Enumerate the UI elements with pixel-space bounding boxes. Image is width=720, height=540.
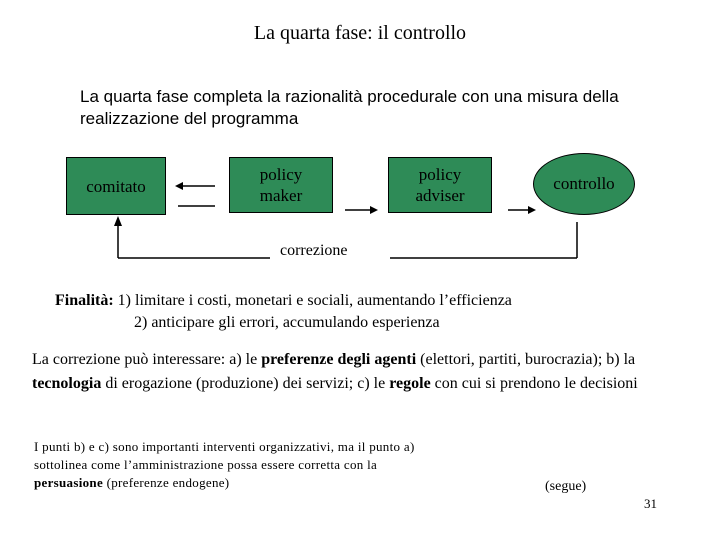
note-text-2: (preferenze endogene) — [103, 475, 230, 490]
finalita-item-1: 1) limitare i costi, monetari e sociali, aumentando l’efficienza — [117, 292, 512, 309]
node-comitato: comitato — [66, 157, 166, 215]
feedback-arrow-head — [114, 216, 122, 226]
note-bold-persuasione: persuasione — [34, 475, 104, 490]
para-text-1: La correzione può interessare: a) le — [32, 351, 262, 368]
para-bold-regole: regole — [389, 375, 431, 392]
para-text-2: (elettori, partiti, burocrazia); b) la — [416, 351, 636, 368]
para-text-3: di erogazione (produzione) dei servizi; c) le — [101, 375, 390, 392]
finalita-label: Finalità: — [55, 292, 114, 309]
segue-label: (segue) — [545, 479, 587, 494]
note-text-1: I punti b) e c) sono importanti interventi organizzativi, ma il punto a) sottolinea come l’amministrazione possa essere corretta con la — [34, 439, 415, 472]
node-policy-maker: policy maker — [229, 157, 333, 213]
finalita-line-1 — [55, 290, 512, 312]
arrow-head-right-2 — [528, 206, 536, 214]
slide-title: La quarta fase: il controllo — [253, 22, 467, 44]
arrow-head-left — [175, 182, 183, 190]
node-policy-adviser: policy adviser — [388, 157, 492, 213]
para-text-4: con cui si prendono le decisioni — [430, 375, 638, 392]
finalita-item-2: 2) anticipare gli errori, accumulando esperienza — [134, 314, 440, 331]
intro-text: La quarta fase completa la razionalità procedurale con una misura della realizzazione del programma — [80, 87, 619, 128]
correzione-paragraph — [32, 348, 692, 396]
page-number: 31 — [644, 496, 657, 511]
note-paragraph — [34, 438, 434, 492]
para-bold-tecnologia: tecnologia — [32, 375, 102, 392]
para-bold-preferenze: preferenze degli agenti — [261, 351, 417, 368]
arrow-head-right-1 — [370, 206, 378, 214]
feedback-label: correzione — [280, 242, 348, 259]
node-controllo: controllo — [533, 153, 635, 215]
